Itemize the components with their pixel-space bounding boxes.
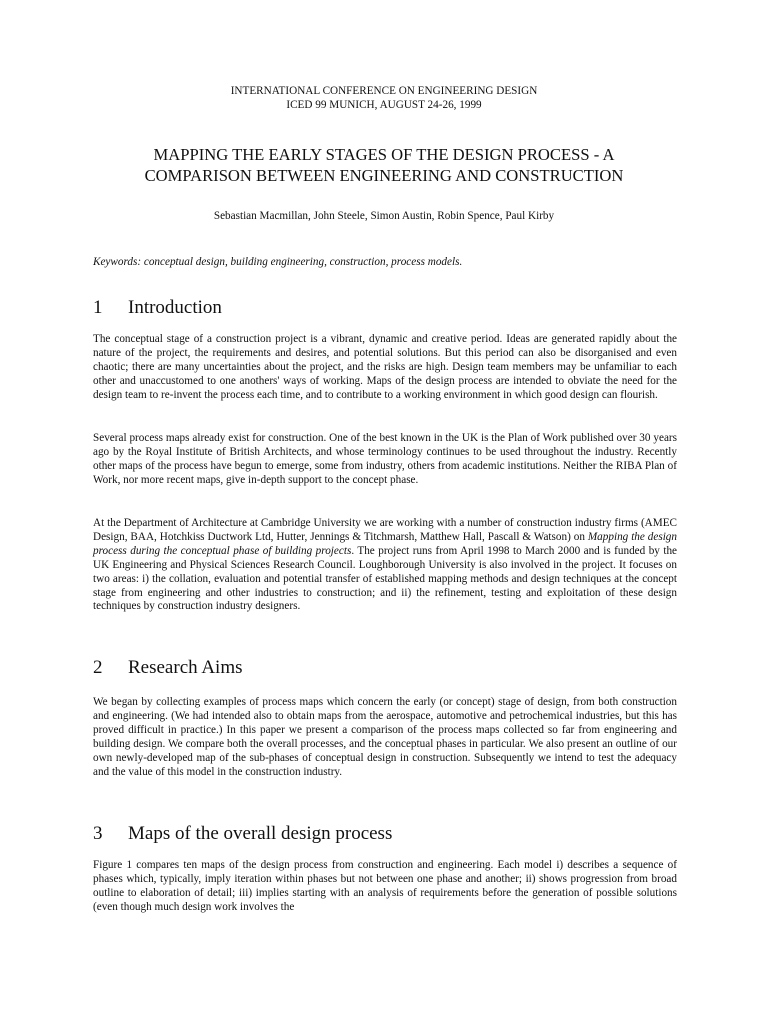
section-title: Introduction xyxy=(128,297,222,318)
section-title: Maps of the overall design process xyxy=(128,823,393,844)
keywords: Keywords: conceptual design, building engineering, construction, process models. xyxy=(93,256,463,268)
project-title: Mapping the design process during the conceptual phase of building projects xyxy=(93,530,677,557)
section-heading-introduction xyxy=(93,296,683,320)
title-line-1: MAPPING THE EARLY STAGES OF THE DESIGN PROCESS - A xyxy=(153,145,615,164)
section-number: 1 xyxy=(93,297,103,318)
research-aims-paragraph: We began by collecting examples of process maps which concern the early (or concept) stage of design, from both construction and engineering. (We had intended also to obtain maps from the aerospace, automotive and petrochemical industries, but this has proved difficult in practice.) In this paper we present a comparison of the process maps collected so far from engineering and building design. We compare both the overall processes, and the conceptual phases in particular. We also present an outline of our own newly-developed map of the sub-phases of conceptual design in construction. Subsequently we intend to test the adequacy and the value of this model in the construction industry. xyxy=(93,696,677,778)
conference-header xyxy=(0,84,768,112)
conference-name: INTERNATIONAL CONFERENCE ON ENGINEERING DESIGN xyxy=(230,85,538,97)
maps-paragraph: Figure 1 compares ten maps of the design process from construction and engineering. Each model i) describes a sequence of phases which, typically, imply iteration within phases but not between one phase and another; ii) shows progression from broad outline to elaboration of detail; iii) implies starting with an analysis of requirements before the generation of possible solutions (even though much design work involves the xyxy=(93,859,677,913)
title-line-2: COMPARISON BETWEEN ENGINEERING AND CONSTRUCTION xyxy=(144,166,624,185)
conference-date: ICED 99 MUNICH, AUGUST 24-26, 1999 xyxy=(286,99,482,111)
section-heading-maps xyxy=(93,822,683,846)
introduction-paragraph-3: At the Department of Architecture at Cambridge University we are working with a number of construction industry firms (AMEC Design, BAA, Hotchkiss Ductwork Ltd, Hutter, Jennings & Titchmarsh, Matthew Hall, Pascall & Watson) on Mapping the design process during the conceptual phase of building projects. The project runs from April 1998 to March 2000 and is funded by the UK Engineering and Physical Sciences Research Council. Loughborough University is also involved in the project. It focuses on two areas: i) the collation, evaluation and potential transfer of established mapping methods and design techniques at the concept stage from engineering and other industries to construction; and ii) the refinement, testing and exploitation of these design techniques by construction industry designers. xyxy=(93,517,678,613)
introduction-paragraph-2: Several process maps already exist for construction. One of the best known in the UK is the Plan of Work published over 30 years ago by the Royal Institute of British Architects, and whose terminology continues to be used throughout the industry. Recently other maps of the process have begun to emerge, some from industry, others from academic institutions. Neither the RIBA Plan of Work, nor more recent maps, give in-depth support to the concept phase. xyxy=(93,432,677,486)
introduction-paragraph-1: The conceptual stage of a construction project is a vibrant, dynamic and creative period. Ideas are generated rapidly about the nature of the project, the requirements and desires, and potential solutions. But this period can also be disorganised and even chaotic; there are many uncertainties about the project, and the risks are high. Design team members may be unfamiliar to each other and unaccustomed to one anothers' ways of working. Maps of the design process are intended to obviate the need for the design team to re-invent the process each time, and to contribute to a working environment in which good design can flourish. xyxy=(93,333,677,401)
section-number: 3 xyxy=(93,823,103,844)
section-heading-research-aims xyxy=(93,656,683,680)
section-title: Research Aims xyxy=(128,657,243,678)
paper-title xyxy=(0,144,768,186)
author-list: Sebastian Macmillan, John Steele, Simon Austin, Robin Spence, Paul Kirby xyxy=(213,210,555,222)
section-number: 2 xyxy=(93,657,103,678)
